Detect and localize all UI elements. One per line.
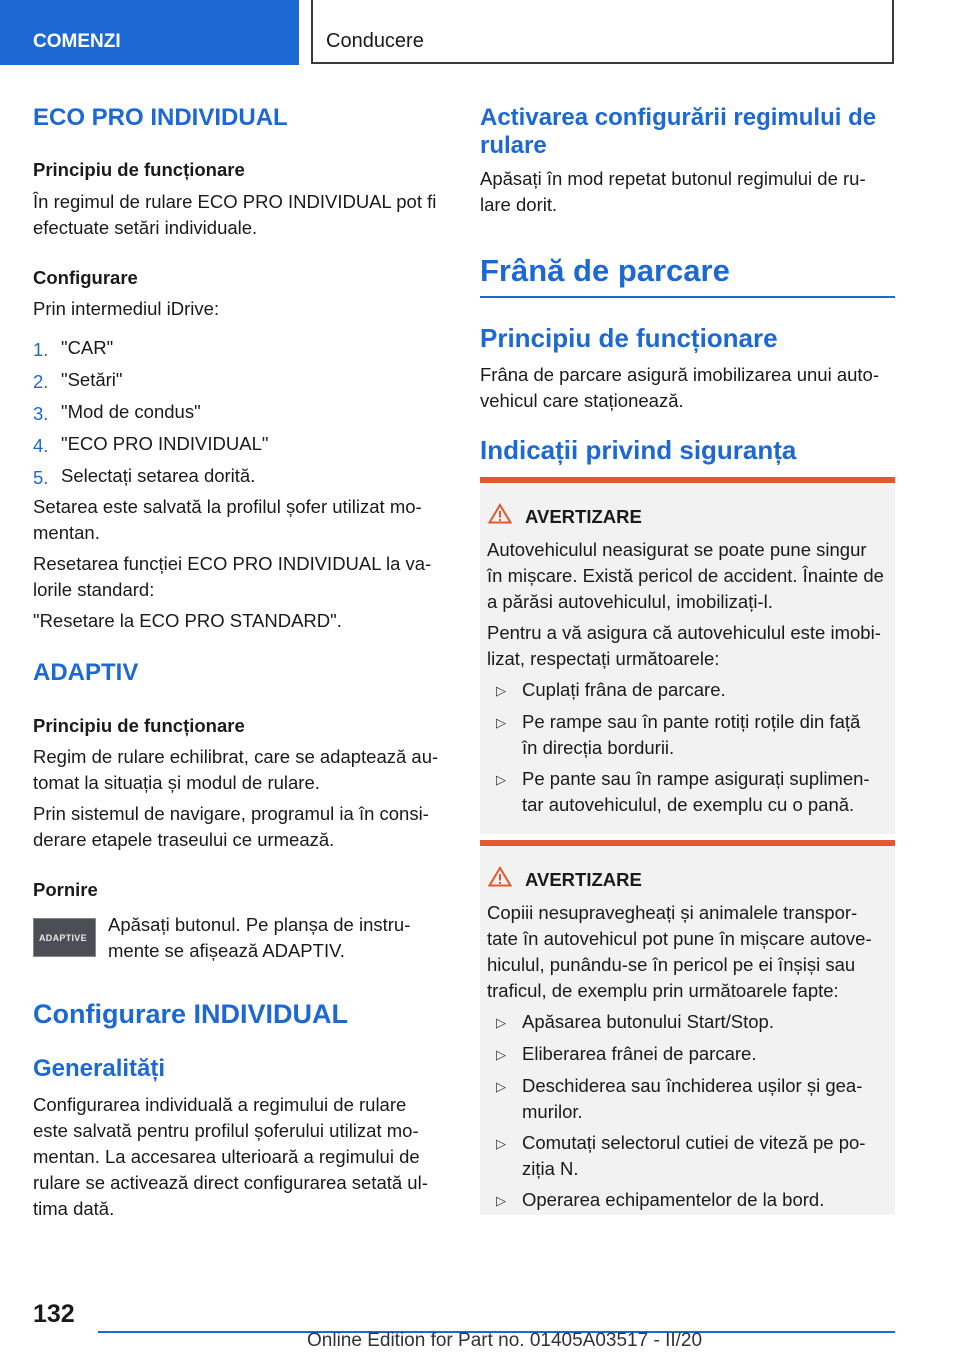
step-number-5: 5. (33, 467, 49, 488)
step-text-3: "Mod de condus" (61, 401, 201, 422)
warning-1-text-1: Autovehiculul neasigurat se poate pune singur (487, 539, 867, 560)
warning-triangle-icon (488, 503, 512, 524)
section-tab (0, 0, 299, 65)
general-text-2: este salvată pentru profilul șoferului utilizat mo- (33, 1120, 419, 1141)
bullet-triangle-icon: ▷ (496, 683, 506, 698)
adaptive-button-image (33, 918, 96, 957)
config-individual-title: Configurare INDIVIDUAL (33, 999, 349, 1029)
step-text-5: Selectați setarea dorită. (61, 465, 256, 486)
warning-2-text-2: tate în autovehicul pot pune în mișcare autove- (487, 928, 872, 949)
chapter-header (311, 0, 894, 64)
general-title: Generalități (33, 1055, 166, 1082)
general-text-3: mentan. La accesarea ulterioară a regimului de (33, 1146, 420, 1167)
step-text-1: "CAR" (61, 337, 114, 358)
activate-title-line-2: rulare (480, 132, 547, 159)
step-number-2: 2. (33, 371, 49, 392)
config-intro: Prin intermediul iDrive: (33, 298, 220, 319)
general-text-1: Configurarea individuală a regimului de rulare (33, 1094, 407, 1115)
warning-1-bullet-2a: Pe rampe sau în pante rotiți roțile din față (522, 711, 861, 732)
parking-brake-title: Frână de parcare (480, 253, 730, 288)
general-text-4: rulare se activează direct configurarea setată ul- (33, 1172, 428, 1193)
eco-principle-text-1: În regimul de rulare ECO PRO INDIVIDUAL pot fi (33, 191, 437, 212)
start-text-2: mente se afișează ADAPTIV. (108, 940, 345, 961)
warning-2-text-1: Copiii nesupravegheați și animalele transpor- (487, 902, 858, 923)
title-underline (480, 296, 895, 298)
warning-1-bullet-2b: în direcția bordurii. (522, 737, 675, 758)
step-number-4: 4. (33, 435, 49, 456)
adaptive-text-3: Prin sistemul de navigare, programul ia în consi- (33, 803, 429, 824)
activate-title-line-1: Activarea configurării regimului de (480, 104, 877, 131)
warning-2-bullet-2: Eliberarea frânei de parcare. (522, 1043, 757, 1064)
eco-pro-individual-title: ECO PRO INDIVIDUAL (33, 104, 288, 131)
warning-1-bullet-1: Cuplați frâna de parcare. (522, 679, 726, 700)
warning-1-title: AVERTIZARE (525, 506, 642, 527)
bullet-triangle-icon: ▷ (496, 1079, 506, 1094)
warning-1-bullet-3b: tar autovehiculul, de exemplu cu o pană. (522, 794, 855, 815)
warning-2-text-4: traficul, de exemplu prin următoarele fapte: (487, 980, 839, 1001)
warning-2-title: AVERTIZARE (525, 869, 642, 890)
bullet-triangle-icon: ▷ (496, 1193, 506, 1208)
section-label: COMENZI (33, 31, 121, 52)
brake-text-2: vehicul care staționează. (480, 390, 684, 411)
start-heading: Pornire (33, 879, 98, 900)
warning-1-text-3: a părăsi autovehiculul, imobilizați-l. (487, 591, 773, 612)
warning-2-bullet-3b: murilor. (522, 1101, 583, 1122)
adaptive-principle-heading: Principiu de funcționare (33, 715, 245, 736)
warning-2-bullet-1: Apăsarea butonului Start/Stop. (522, 1011, 774, 1032)
warning-1-bullet-3a: Pe pante sau în rampe asigurați suplimen- (522, 768, 870, 789)
warning-2-bullet-5: Operarea echipamentelor de la bord. (522, 1189, 825, 1210)
bullet-triangle-icon: ▷ (496, 1136, 506, 1151)
warning-1-text-5: lizat, respectați următoarele: (487, 648, 720, 669)
activate-text-1: Apăsați în mod repetat butonul regimului de ru- (480, 168, 866, 189)
step-text-4: "ECO PRO INDIVIDUAL" (61, 433, 269, 454)
brake-text-1: Frâna de parcare asigură imobilizarea unui auto- (480, 364, 879, 385)
adaptive-button-label: ADAPTIVE (39, 933, 87, 943)
step-text-2: "Setări" (61, 369, 123, 390)
page-number: 132 (33, 1300, 75, 1328)
warning-2-bullet-4a: Comutați selectorul cutiei de viteză pe po- (522, 1132, 866, 1153)
warning-1-text-2: în mișcare. Există pericol de accident. Înainte de (487, 565, 884, 586)
saved-text-1: Setarea este salvată la profilul șofer utilizat mo- (33, 496, 422, 517)
warning-triangle-icon (488, 866, 512, 887)
step-number-1: 1. (33, 339, 49, 360)
warning-2-text-3: hiculul, punându-se în pericol pe ei înșiși sau (487, 954, 856, 975)
saved-text-2: mentan. (33, 522, 100, 543)
safety-title: Indicații privind siguranța (480, 435, 797, 465)
general-text-5: tima dată. (33, 1198, 115, 1219)
warning-2-bullet-3a: Deschiderea sau închiderea ușilor și gea- (522, 1075, 863, 1096)
warning-2-bullet-4b: ziția N. (522, 1158, 579, 1179)
start-text-1: Apăsați butonul. Pe planșa de instru- (108, 914, 411, 935)
edition-text: Online Edition for Part no. 01405A03517 - II/20 (307, 1330, 703, 1351)
adaptive-text-2: tomat la situația și modul de rulare. (33, 772, 320, 793)
bullet-triangle-icon: ▷ (496, 1015, 506, 1030)
bullet-triangle-icon: ▷ (496, 1047, 506, 1062)
config-heading: Configurare (33, 267, 138, 288)
activate-text-2: lare dorit. (480, 194, 558, 215)
bullet-triangle-icon: ▷ (496, 715, 506, 730)
brake-principle-title: Principiu de funcționare (480, 323, 778, 353)
eco-principle-heading: Principiu de funcționare (33, 159, 245, 180)
reset-text-2: lorile standard: (33, 579, 155, 600)
reset-text-1: Resetarea funcției ECO PRO INDIVIDUAL la va- (33, 553, 432, 574)
step-number-3: 3. (33, 403, 49, 424)
adaptive-text-1: Regim de rulare echilibrat, care se adaptează au- (33, 746, 439, 767)
chapter-label: Conducere (326, 30, 424, 52)
adaptive-title: ADAPTIV (33, 659, 139, 686)
eco-principle-text-2: efectuate setări individuale. (33, 217, 258, 238)
bullet-triangle-icon: ▷ (496, 772, 506, 787)
adaptive-text-4: derare etapele traseului ce urmează. (33, 829, 335, 850)
warning-1-text-4: Pentru a vă asigura că autovehiculul este imobi- (487, 622, 881, 643)
reset-text-3: "Resetare la ECO PRO STANDARD". (33, 610, 342, 631)
